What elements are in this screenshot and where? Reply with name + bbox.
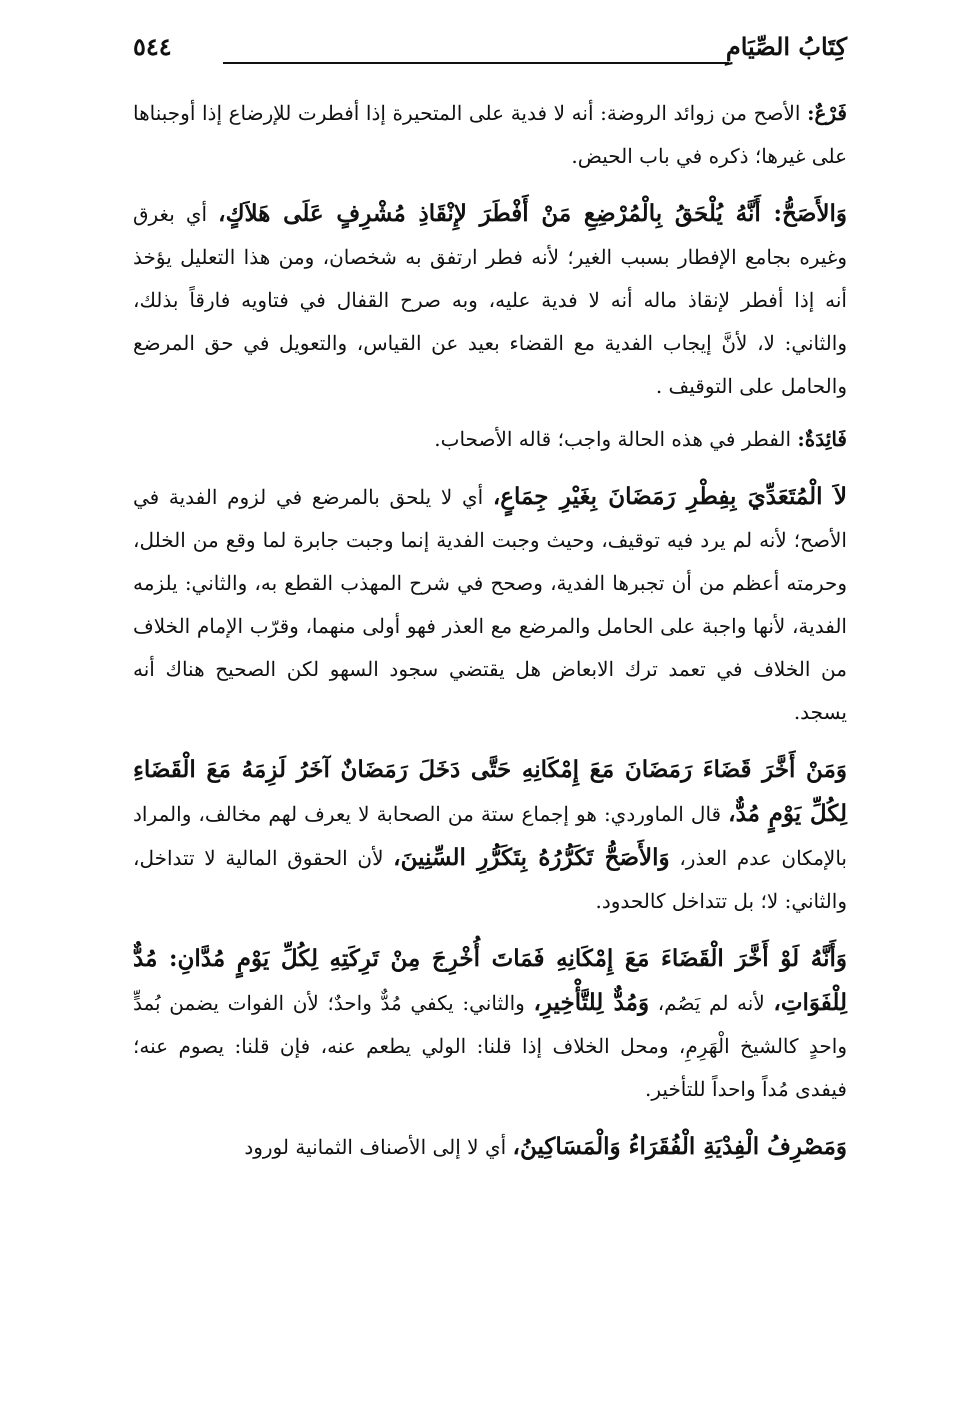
matn-text: وَمَصْرِفُ الْفِدْيَةِ الْفُقَرَاءُ وَالْمَسَاكِينُ، xyxy=(512,1133,847,1160)
paragraph-text: الفطر في هذه الحالة واجب؛ قاله الأصحاب. xyxy=(434,427,798,451)
matn-text: وَمَنْ أَخَّرَ قَضَاءَ رَمَضَانَ مَعَ إِمْكَانِهِ حَتَّى دَخَلَ رَمَضَانٌ آخَرُ لَزِمَهُ مَعَ الْقَضَاءِ لِكُلِّ يَوْمٍ مُدٌّ، xyxy=(133,756,847,827)
paragraph-text-2: لأن الحقوق المالية لا تتداخل، والثاني: لا؛ بل تتداخل كالحدود. xyxy=(133,846,847,913)
paragraph-faida xyxy=(133,418,847,461)
paragraph-mutaaddi xyxy=(133,475,847,734)
paragraph-far xyxy=(133,92,847,178)
paragraph-text: أي لا يلحق بالمرضع في لزوم الفدية في الأصح؛ لأنه لم يرد فيه توقيف، وحيث وجبت الفدية إنما وجبت جابرة لما وقع من الخلل، وحرمته أعظم من أن تجبرها الفدية، وصحح في شرح المهذب القطع به، والثاني: يلزمه الفدية، لأنها واجبة على الحامل والمرضع مع العذر فهو أولى منهما، وقرّب الإمام الخلاف من الخلاف في تعمد ترك الابعاض هل يقتضي سجود السهو لكن الصحيح هناك أنه يسجد. xyxy=(133,485,847,724)
matn-text: وَالأَصَحُّ: أَنَّهُ يُلْحَقُ بِالْمُرْضِعِ مَنْ أَفْطَرَ لإِنْقَاذِ مُشْرِفٍ عَلَى هَلاَكٍ، xyxy=(218,200,847,227)
paragraph-text: أي بغرق وغيره بجامع الإفطار بسبب الغير؛ لأنه فطر ارتفق به شخصان، ومن هذا التعليل يؤخذ أنه إذا أفطر لإنقاذ ماله أنه لا فدية عليه، وبه صرح القفال في فتاويه فارقاً بذلك، والثاني: لا، لأنَّ إيجاب الفدية مع القضاء بعيد عن القياس، والتعويل في حق المرضع والحامل على التوقيف . xyxy=(133,202,847,398)
matn-text: لاَ الْمُتَعَدِّيَ بِفِطْرِ رَمَضَانَ بِغَيْرِ جِمَاعٍ، xyxy=(492,483,848,510)
paragraph-masrif xyxy=(133,1125,847,1169)
far-label: فَرْعٌ: xyxy=(807,101,847,125)
chapter-title: كِتَابُ الصِّيَامِ xyxy=(725,32,847,61)
paragraph-text: الأصح من زوائد الروضة: أنه لا فدية على المتحيرة إذا أفطرت للإرضاع إذا أوجبناها على غيرها؛ ذكره في باب الحيض. xyxy=(133,101,847,168)
paragraph-text-2: والثاني: يكفي مُدٌّ واحدٌ؛ لأن الفوات يضمن بُمدٍّ واحدٍ كالشيخ الْهَرِمِ، ومحل الخلاف إذا قلنا: الولي يطعم عنه، فإن قلنا: يصوم عنه؛ فيفدى مُداً واحداً للتأخير. xyxy=(133,991,847,1101)
matn-text-2: وَمُدٌّ لِلتَّأْخِيرِ، xyxy=(533,989,650,1016)
matn-text-2: وَالأَصَحُّ تَكَرُّرُهُ بِتَكَرُّرِ السِّنِينَ، xyxy=(393,844,670,871)
faida-label: فَائِدَةٌ: xyxy=(797,427,847,451)
paragraph-delay-qada xyxy=(133,748,847,923)
matn-text: وَأَنَّهُ لَوْ أَخَّرَ الْقَضَاءَ مَعَ إِمْكَانِهِ فَمَاتَ أُخْرِجَ مِنْ تَرِكَتِهِ لِكُلِّ يَوْمٍ مُدَّانِ: مُدٌّ لِلْفَوَاتِ، xyxy=(133,945,847,1016)
paragraph-text: أي لا إلى الأصناف الثمانية لورود xyxy=(244,1135,513,1159)
page-header xyxy=(133,30,847,70)
header-rule xyxy=(223,62,729,64)
paragraph-asah-rescue xyxy=(133,192,847,408)
paragraph-text: قال الماوردي: هو إجماع ستة من الصحابة لا يعرف لهم مخالف، والمراد بالإمكان عدم العذر، xyxy=(133,802,848,870)
paragraph-text: لأنه لم يَصُم، xyxy=(649,991,774,1015)
paragraph-death-delay xyxy=(133,937,847,1111)
page-number: ٥٤٤ xyxy=(133,32,172,61)
page-body xyxy=(133,92,847,1183)
